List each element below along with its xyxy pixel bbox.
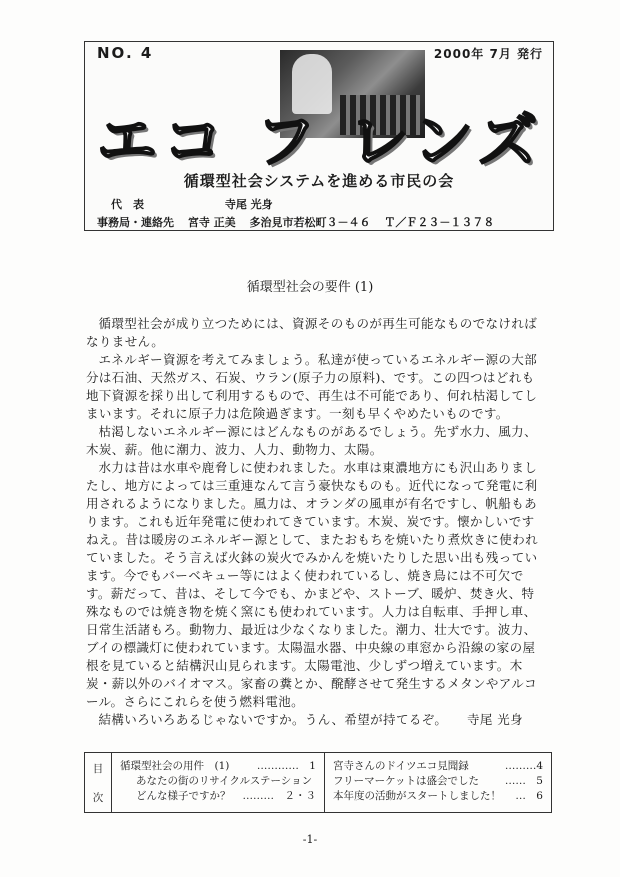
toc-left-column: [112, 753, 325, 812]
toc-label-top: 目: [92, 762, 104, 775]
table-of-contents: [84, 752, 552, 813]
toc-right-column: [325, 753, 551, 812]
toc-item-title: あなたの街のリサイクルステーション: [136, 775, 313, 787]
office-name: 宮寺 正美: [187, 216, 236, 229]
rep-name: 寺尾 光身: [224, 198, 273, 211]
toc-item[interactable]: [120, 759, 316, 774]
closing-line: [86, 711, 541, 729]
page-number: -1-: [302, 833, 318, 846]
toc-item[interactable]: [333, 759, 543, 774]
article-body: [86, 315, 541, 729]
closing-text: 結構いろいろあるじゃないですか。うん、希望が持てるぞ。: [98, 712, 448, 727]
toc-item-title: 宮寺さんのドイツエコ見聞録: [333, 760, 469, 772]
office-phone: Ｔ／Ｆ２３－１３７８: [384, 216, 495, 229]
office-line: [97, 214, 504, 230]
toc-item-page: …… 5: [504, 775, 543, 787]
toc-item-page: ……… ２・３: [242, 790, 316, 802]
toc-label-bottom: 次: [92, 791, 104, 804]
toc-item[interactable]: [120, 789, 316, 804]
toc-item-page: ………… 1: [256, 760, 316, 772]
article-title: 循環型社会の要件 (1): [246, 280, 374, 295]
toc-item[interactable]: [333, 774, 543, 789]
organization-name: 循環型社会システムを進める市民の会: [183, 172, 455, 190]
toc-item-title: 本年度の活動がスタートしました！: [333, 790, 501, 802]
office-address: 多治見市若松町３－４６: [249, 216, 371, 229]
toc-item-title: フリーマーケットは盛会でした: [333, 775, 480, 787]
toc-item[interactable]: [120, 774, 316, 789]
representative-line: [111, 196, 273, 212]
office-label: 事務局・連絡先: [97, 216, 174, 229]
paragraph: エネルギー資源を考えてみましょう。私達が使っているエネルギー源の大部分は石油、天然ガス、石炭、ウラン(原子力の原料)、です。この四つはどれも地下資源を採り出して利用するもので、再生は不可能であり、何れ枯渇してしまいます。それに原子力は危険過ぎます。一刻も早くやめたいものです。: [86, 352, 538, 421]
author-name: 寺尾 光身: [467, 712, 523, 727]
paragraph: 循環型社会が成り立つためには、資源そのものが再生可能なものでなければなりません。: [86, 316, 538, 349]
toc-item-page: … 6: [515, 790, 543, 802]
toc-item[interactable]: [333, 789, 543, 804]
paragraph: 水力は昔は水車や鹿脅しに使われました。水車は東濃地方にも沢山ありましたし、地方によっては三重連なんて言う豪快なものも。近代になって発電に利用されるようになりました。風力は、オランダの風車が有名ですし、帆船もあります。これも近年発電に使われてきています。木炭、炭です。懐かしいですねえ。昔は暖房のエネルギー源として、またおもちを焼いたり煮炊きに使われていました。そう言えば火鉢の炭火でみかんを焼いたりした思い出も残っています。今でもバーベキュー等にはよく使われているし、焼き鳥には不可欠です。薪だって、昔は、そして今でも、かまどや、ストーブ、暖炉、焚き火、特殊なものでは焼き物を焼く窯にも使われています。人力は自転車、手押し車、日常生活諸もろ。動物力、最近は少なくなりました。潮力、壮大です。波力、ブイの標識灯に使われています。太陽温水器、中央線の車窓から沿線の家の屋根を見ていると結構沢山見られます。太陽電池、少しずつ増えています。木炭・薪以外のバイオマス。家畜の糞とか、醗酵させて発生するメタンやアルコール。さらにこれらを使う燃料電池。: [86, 460, 539, 709]
paragraph: 枯渇しないエネルギー源にはどんなものがあるでしょう。先ず水力、風力、木炭、薪。他に潮力、波力、人力、動物力、太陽。: [86, 424, 537, 457]
newsletter-header: [84, 41, 554, 231]
issue-date: 2000年 7月 発行: [433, 47, 543, 61]
rep-label: 代 表: [111, 198, 144, 211]
issue-number: NO. 4: [97, 44, 154, 62]
toc-item-title: 循環型社会の用件 (1): [120, 760, 230, 772]
toc-item-title: どんな様子ですか？: [136, 790, 231, 802]
toc-label: [85, 753, 112, 812]
newsletter-title: エコ フ レンズ: [97, 107, 544, 177]
toc-item-page: ………4: [504, 760, 543, 772]
